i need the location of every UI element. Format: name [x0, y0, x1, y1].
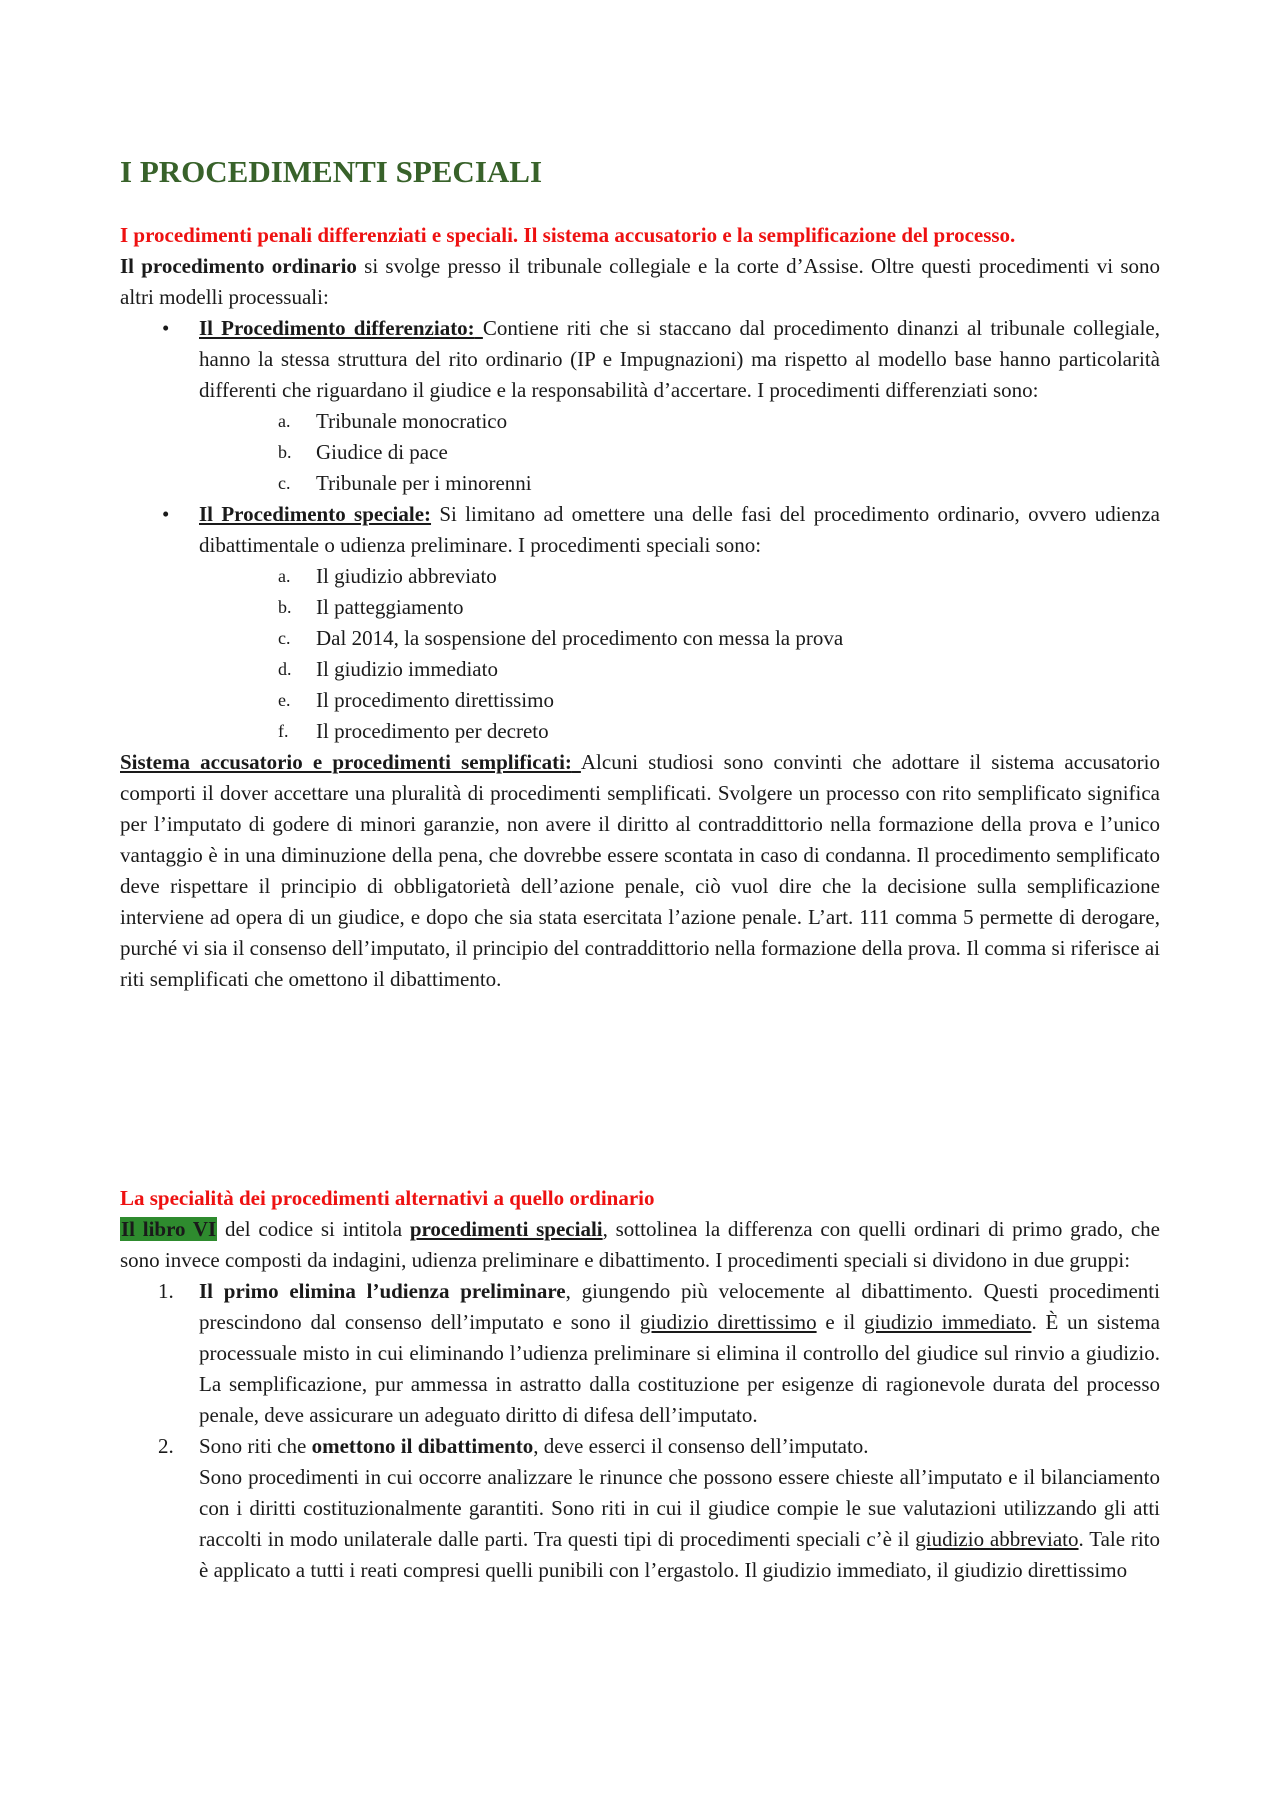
list-item-text: Il procedimento per decreto: [316, 719, 549, 743]
list-item: [199, 468, 1160, 499]
list-item-text: Tribunale per i minorenni: [316, 471, 532, 495]
differenziato-text: Contiene riti che si staccano dal procedimento dinanzi al tribunale collegiale, hanno la stessa struttura del rito ordinario (IP e Impugnazioni) ma rispetto al modello base hanno particolarità differenti che riguardano il giudice e la responsabilità d’accertare. I procedimenti differenziati sono:: [199, 316, 1161, 402]
bullet-icon: •: [162, 502, 170, 526]
list-item: [199, 437, 1160, 468]
procedimenti-speciali-term: procedimenti speciali: [409, 1217, 603, 1241]
text-run: del codice si intitola: [217, 1217, 410, 1241]
section-2-heading: La specialità dei procedimenti alternativi a quello ordinario: [120, 1186, 655, 1210]
list-marker: b.: [278, 597, 292, 617]
group-2-paragraph: [199, 1431, 1160, 1462]
list-marker: c.: [278, 628, 291, 648]
list-marker: f.: [278, 721, 289, 741]
list-marker: e.: [278, 690, 291, 710]
text-run: Sono riti che: [199, 1434, 312, 1458]
list-item: [199, 654, 1160, 685]
list-item: [199, 406, 1160, 437]
intro-text: si svolge presso il tribunale collegiale e la corte d’Assise. Oltre questi procedimenti vi sono altri modelli processuali:: [120, 254, 1160, 309]
highlight-libro: Il libro VI: [121, 1217, 217, 1241]
giudizio-immediato-term: giudizio immediato: [864, 1310, 1032, 1334]
differenziato-sublist: [199, 406, 1160, 499]
list-item: [199, 716, 1160, 747]
list-item-speciale: [120, 499, 1160, 747]
differenziato-label: Il Procedimento differenziato:: [199, 316, 475, 340]
group-2-bold: omettono il dibattimento: [311, 1434, 534, 1458]
list-item-text: Dal 2014, la sospensione del procedimento con messa la prova: [316, 626, 844, 650]
groups-list: [120, 1276, 1160, 1586]
speciale-sublist: [199, 561, 1160, 747]
list-item-group-2: [120, 1431, 1160, 1586]
section-2: [120, 1183, 1160, 1586]
list-marker: 1.: [158, 1279, 174, 1303]
list-marker: b.: [278, 442, 292, 462]
giudizio-direttissimo-term: giudizio direttissimo: [639, 1310, 817, 1334]
group-1-paragraph: [199, 1276, 1160, 1431]
list-item-text: Il patteggiamento: [316, 595, 464, 619]
model-list: [120, 313, 1160, 747]
section-1-heading: I procedimenti penali differenziati e speciali. Il sistema accusatorio e la semplificazione del processo.: [120, 223, 1016, 247]
list-item: [199, 623, 1160, 654]
intro-bold: Il procedimento ordinario: [120, 254, 357, 278]
section-1-intro: [120, 251, 1160, 313]
text-run: , giungendo più velocemente al dibattimento. Questi procedimenti prescindono dal consenso dell’imputato e sono il: [199, 1279, 1160, 1334]
bullet-icon: •: [162, 316, 170, 340]
giudizio-abbreviato-term: giudizio abbreviato: [915, 1527, 1079, 1551]
text-run: . È un sistema processuale misto in cui eliminando l’udienza preliminare si elimina il controllo del giudice sul rinvio a giudizio. La semplificazione, pur ammessa in astratto dalla costituzione per esigenze di ragionevole durata del processo penale, deve assicurare un adeguato diritto di difesa dell’imputato.: [199, 1310, 1160, 1427]
list-item: [199, 685, 1160, 716]
list-marker: c.: [278, 473, 291, 493]
text-run: . Tale rito è applicato a tutti i reati compresi quelli punibili con l’ergastolo. Il giudizio immediato, il giudizio direttissimo: [199, 1527, 1161, 1582]
group-1-bold: Il primo elimina l’udienza preliminare: [199, 1279, 566, 1303]
list-item: [199, 592, 1160, 623]
speciale-label: Il Procedimento speciale:: [199, 502, 432, 526]
text-run: Sono procedimenti in cui occorre analizzare le rinunce che possono essere chieste all’imputato e il bilanciamento con i diritti costituzionalmente garantiti. Sono riti in cui il giudice compie le sue valutazioni utilizzando gli atti raccolti in modo unilaterale dalle parti. Tra questi tipi di procedimenti speciali c’è il: [199, 1465, 1160, 1551]
list-marker: a.: [278, 411, 291, 431]
list-marker: a.: [278, 566, 291, 586]
list-item-differenziato: [120, 313, 1160, 499]
text-run: , sottolinea la differenza con quelli ordinari di primo grado, che sono invece composti da indagini, udienza preliminare e dibattimento. I procedimenti speciali si dividono in due gruppi:: [120, 1217, 1161, 1272]
sistema-label: Sistema accusatorio e procedimenti semplificati:: [120, 750, 572, 774]
group-2-detail: [199, 1462, 1160, 1586]
list-item: [199, 561, 1160, 592]
list-item-text: Il giudizio abbreviato: [316, 564, 497, 588]
list-item-text: Giudice di pace: [316, 440, 448, 464]
list-item-text: Il giudizio immediato: [316, 657, 498, 681]
list-item-text: Tribunale monocratico: [316, 409, 508, 433]
list-item-text: Il procedimento direttissimo: [316, 688, 554, 712]
section-1: [120, 220, 1160, 995]
sistema-paragraph: [120, 747, 1160, 995]
text-run: , deve esserci il consenso dell’imputato.: [533, 1434, 869, 1458]
sistema-text: Alcuni studiosi sono convinti che adottare il sistema accusatorio comporti il dover accettare una pluralità di procedimenti semplificati. Svolgere un processo con rito semplificato significa per l’imputato di godere di minori garanzie, non avere il diritto al contraddittorio nella formazione della prova e l’unico vantaggio è in una diminuzione della pena, che dovrebbe essere scontata in caso di condanna. Il procedimento semplificato deve rispettare il principio di obbligatorietà dell’azione penale, ciò vuol dire che la decisione sulla semplificazione interviene ad opera di un giudice, e dopo che sia stata esercitata l’azione penale. L’art. 111 comma 5 permette di derogare, purché vi sia il consenso dell’imputato, il principio del contraddittorio nella formazione della prova. Il comma si riferisce ai riti semplificati che omettono il dibattimento.: [120, 750, 1161, 991]
speciale-paragraph: [199, 499, 1160, 561]
list-marker: d.: [278, 659, 292, 679]
libro-paragraph: [120, 1214, 1160, 1276]
text-run: e il: [816, 1310, 865, 1334]
page-title: I PROCEDIMENTI SPECIALI: [120, 154, 543, 189]
speciale-text: Si limitano ad omettere una delle fasi del procedimento ordinario, ovvero udienza dibattimentale o udienza preliminare. I procedimenti speciali sono:: [199, 502, 1160, 557]
list-item-group-1: [120, 1276, 1160, 1431]
differenziato-paragraph: [199, 313, 1160, 406]
list-marker: 2.: [158, 1434, 174, 1458]
